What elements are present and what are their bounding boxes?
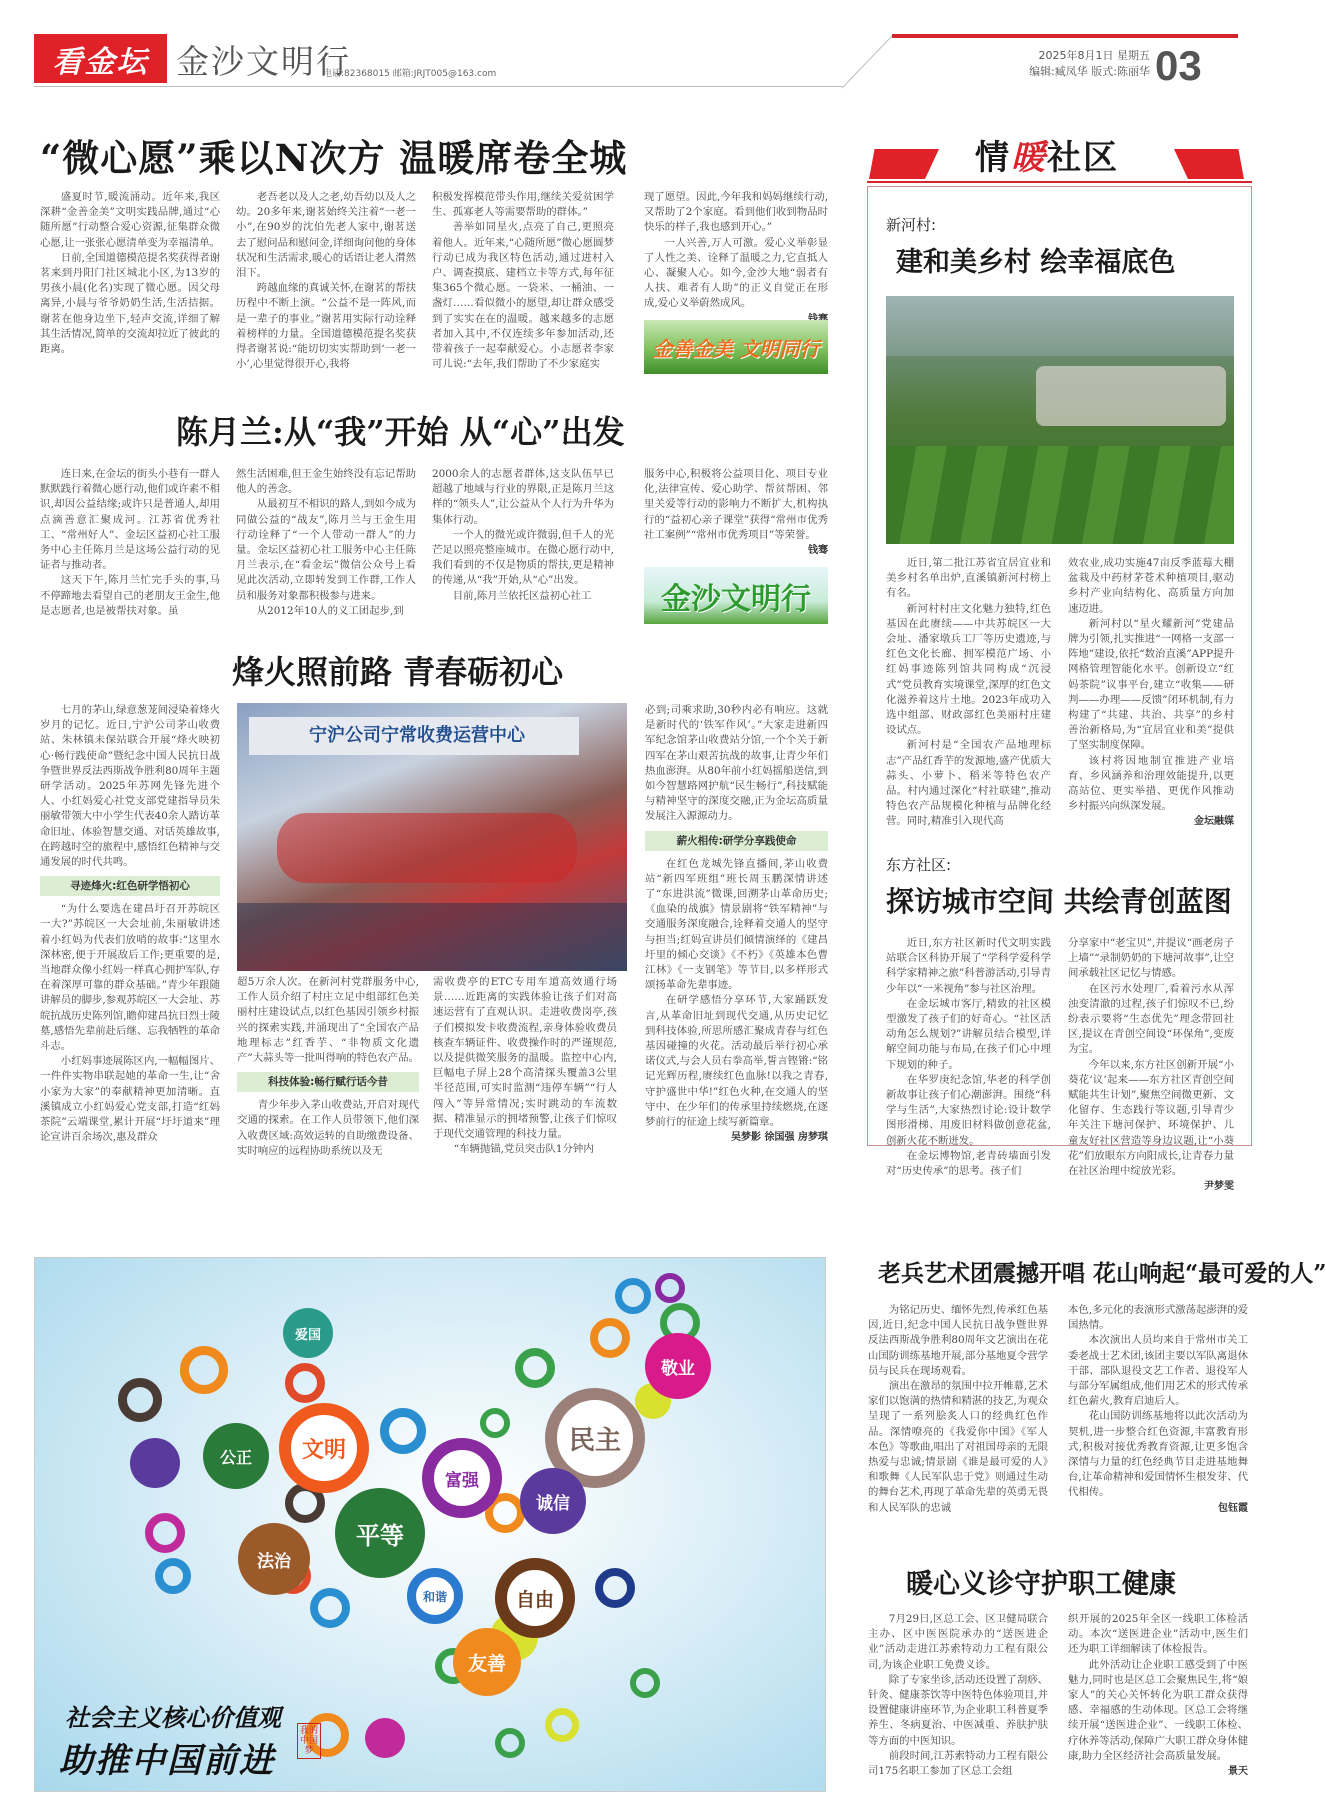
story2-label: 东方社区:	[886, 856, 952, 874]
paragraph: 今年以来,东方社区创新开展“小葵花‘议’起来——东方社区青创空间赋能共生计划”,聚焦空间微更新、文化留存、生态践行等议题,引导青少年关注下塘河保护、环境保护、儿童友好社区营造等身边议题,让“小葵花”们放眼东方向阳成长,让青春力量在社区治理中绽放光彩。	[1068, 1058, 1234, 1178]
byline: 包钰霞	[1218, 1502, 1248, 1514]
gear-icon	[590, 1318, 630, 1358]
paragraph: 盛夏时节,暖流涌动。近年来,我区深耕“金善金美”文明实践品牌,通过“心随所愿”行动整合爱心资源,征集群众微心愿,让一张张心愿清单变为幸福清单。	[40, 191, 220, 249]
paragraph: 分享家中“老宝贝”,并提议“画老房子上墙”“录制奶奶的下塘河故事”,让空间承载社区记忆与情感。	[1068, 937, 1234, 980]
paragraph: 超5万余人次。在新河村党群服务中心,工作人员介绍了村庄立足中组部红色美丽村庄建设试点,以红色基因引领乡村振兴的探索实践,并涌现出了“全国农产品地理标志”红香芋、“非物质文化遗产”大蒜头等一批叫得响的特色农产品。	[237, 976, 419, 1065]
masthead-logo: 看金坛	[34, 34, 167, 83]
paragraph: 效农业,成功实施47亩反季蓝莓大棚盆栽及中药材茅苍术种植项目,驱动乡村产业向结构化、高质量方向加速迈进。	[1068, 557, 1234, 615]
gear-gongzheng	[203, 1423, 269, 1489]
paragraph: 必到;司乘求助,30秒内必有响应。这就是新时代的‘铁军作风’。”大家走进新四军纪念馆茅山收费站分馆,一个个关于新四军在茅山艰苦抗战的故事,让青少年们热血澎湃。从80年前小红妈摇船送信,到如今智慧路网护航“民生畅行”,科技赋能与精神坚守的深度交融,正为金坛高质量发展注入源源动力。	[645, 704, 828, 823]
paragraph: 善举如同星火,点亮了自己,更照亮着他人。近年来,“心随所愿”微心愿圆梦行动已成为我区特色活动,通过进村入户、调查摸底、建档立卡等方式,每年征集365个微心愿。一袋米、一桶油、一盏灯……看似微小的愿望,却让群众感受到了实实在在的温暖。越来越多的志愿者加入其中,不仅连续多年参加活动,还带着孩子一起奉献爱心。小志愿者李家可儿说:“去年,我们帮助了不少家庭实	[432, 221, 614, 371]
value-label: 法治	[257, 1551, 291, 1572]
article2-col4	[644, 467, 828, 567]
article2-col1	[40, 467, 220, 637]
students-visit-photo	[237, 703, 627, 971]
article1-col4	[644, 190, 828, 318]
paragraph: 近日,第二批江苏省宜居宜业和美乡村名单出炉,直溪镇新河村榜上有名。	[886, 557, 1051, 600]
section-title: 金沙文明行	[176, 42, 351, 81]
paragraph: 新河村村庄文化魅力独特,红色基因在此赓续——中共苏皖区一大会址、潘家墩兵工厂等历史遗迹,与红色文化长廊、拥军模范广场、小红妈事迹陈列馆共同构成“沉浸式”党员教育实境课堂,深厚的红色文化滋养着这片土地。2023年成功入选中组部、财政部红色美丽村庄建设试点。	[886, 602, 1051, 737]
gear-icon	[130, 1438, 180, 1488]
gear-icon	[630, 1668, 660, 1698]
students-group	[277, 813, 577, 883]
value-label: 民主	[568, 1425, 621, 1456]
byline: 吴梦影 徐国强 房梦琪	[731, 1132, 828, 1144]
page-number: 03	[1155, 42, 1202, 89]
sidebar-rule	[867, 181, 1252, 183]
paragraph: 小红妈事迹展陈区内,一幅幅图片、一件件实物串联起她的革命一生,让“舍小家为大家”的奉献精神更加清晰。直溪镇成立小红妈爱心党支部,打造“红妈茶院”云端课堂,累计开展“圩圩道来”理论宣讲百余场次,惠及群众	[40, 1055, 220, 1144]
gear-fazhi	[238, 1523, 310, 1595]
paragraph: 织开展的2025年全区一线职工体检活动。本次“送医进企业”活动中,医生们还为职工详细解读了体检报告。	[1068, 1613, 1248, 1656]
paragraph: 在研学感悟分享环节,大家踊跃发言,从革命旧址到现代交通,从历史记忆到科技体验,所思所感汇聚成青春与红色基因碰撞的火花。活动最后举行初心承诺仪式,与会人员右拳高举,誓言铿锵:“铭记光辉历程,赓续红色血脉!以我之青春,守护盛世中华!”红色火种,在交通人的坚守中、在少年们的传承里持续燃烧,在逐梦前行的征途上续写新篇章。	[645, 994, 828, 1129]
gear-pingdeng	[335, 1488, 425, 1578]
byline: 金坛融媒	[1194, 816, 1234, 828]
gear-icon	[515, 1348, 555, 1388]
paragraph: 老吾老以及人之老,幼吾幼以及人之幼。20多年来,谢茗始终关注着“一老一小”,在90岁的沈伯先老人家中,谢茗送去了慰问品和慰问金,详细询问他的身体状况和生活需求,暖心的话语让老人潸然泪下。	[236, 191, 416, 280]
story1-label: 新河村:	[886, 216, 937, 234]
value-label: 爱国	[294, 1327, 321, 1343]
paragraph: 积极发挥模范带头作用,继续关爱贫困学生、孤寡老人等需要帮助的群体。”	[432, 191, 614, 219]
byline: 钱骞	[808, 545, 828, 557]
ribbon-left	[869, 149, 939, 179]
paragraph: 该村将因地制宜推进产业培育、乡风涵养和治理效能提升,以更高站位、更实举措、更优作风推动乡村振兴向纵深发展。	[1068, 754, 1234, 813]
seal-stamp: 我的中国梦	[297, 1723, 321, 1759]
value-label: 自由	[515, 1588, 554, 1611]
article2-col2	[236, 467, 416, 637]
paragraph: 在华罗庚纪念馆,华老的科学创新故事让孩子们心潮澎湃。围绕“科学与生活”,大家热烈讨论:设计数学图形滑梯、用废旧材料做创意花盆,创新火花不断迸发。	[886, 1073, 1051, 1147]
gear-icon	[380, 1408, 426, 1454]
paragraph: “为什么要选在建昌圩召开苏皖区一大?”苏皖区一大会址前,朱丽敏讲述着小红妈为代表们放哨的故事:“这里水深林密,便于开展敌后工作;更重要的是,当地群众像小红妈一样真心拥护军队,存在着深厚可靠的群众基础。”青少年跟随讲解员的脚步,参观苏皖区一大会址、苏皖抗战历史陈列馆,瞻仰建昌抗日烈士陵墓,感悟先辈前赴后继、忘我牺牲的革命斗志。	[40, 903, 220, 1053]
value-label: 敬业	[661, 1358, 695, 1379]
paragraph: 前段时间,江苏索特动力工程有限公司175名职工参加了区总工会组	[868, 1749, 1048, 1778]
story1-title: 建和美乡村 绘幸福底色	[896, 247, 1176, 278]
value-label: 文明	[301, 1437, 346, 1463]
gear-wenming	[279, 1403, 369, 1493]
gear-chengxin	[520, 1468, 586, 1534]
article2-title: 陈月兰:从“我”开始 从“心”出发	[176, 413, 625, 451]
slogan-line2: 助推中国前进	[59, 1741, 275, 1781]
article5-title: 暖心义诊守护职工健康	[906, 1569, 1176, 1600]
value-label: 友善	[467, 1652, 506, 1675]
paragraph: 一个人的微光或许微弱,但千人的光芒足以照亮整座城市。在微心愿行动中,我们看到的不仅是物质的帮扶,更是精神的传递,从“我”开始,从“心”出发。	[432, 528, 614, 587]
article1-col3	[432, 190, 614, 390]
story2-title: 探访城市空间 共绘青创蓝图	[886, 885, 1232, 918]
paragraph: “车辆抛锚,党员突击队1分钟内	[453, 1143, 594, 1156]
gear-icon	[595, 1568, 635, 1608]
contact-info: 电话:82368015 邮箱:JRJT005@163.com	[323, 69, 497, 79]
gear-icon	[655, 1273, 685, 1303]
issue-info	[980, 48, 1150, 80]
paragraph: 近日,东方社区新时代文明实践站联合区科协开展了“学科学爱科学 科学家精神之旅”科普游活动,引导青少年以“一米视角”参与社区治理。	[886, 937, 1051, 995]
article4-col2	[1068, 1303, 1248, 1514]
paragraph: 一人兴善,万人可激。爱心义举彰显了人性之美、诠释了温暖之力,它直抵人心、凝聚人心。如今,金沙大地“弱者有人扶、难者有人助”的正义自觉正在形成,爱心义举蔚然成风。	[644, 236, 828, 310]
article3-col1	[40, 703, 220, 1229]
paragraph: 在红色龙城先锋直播间,茅山收费站“新四军班组”班长周玉鹏深情讲述了“东进洪流”微课,回溯茅山革命历史;《血染的战旗》情景剧将“铁军精神”与交通服务深度融合,诠释着交通人的坚守与担当;红妈宣讲员们倾情演绎的《建昌圩里的倾心交谈》《不朽》《英雄本色曹江林》《一支钢笔》等节目,以多样形式颂扬革命先辈事迹。	[645, 857, 828, 992]
paragraph: 7月29日,区总工会、区卫健局联合主办、区中医医院承办的“送医进企业”活动走进江苏索特动力工程有限公司,为该企业职工免费义诊。	[868, 1613, 1048, 1671]
paragraph: 在区污水处理厂,看着污水从浑浊变清澈的过程,孩子们惊叹不已,纷纷表示要将“生态优先”理念带回社区,提议在青创空间设“环保角”,变废为宝。	[1068, 982, 1234, 1056]
title-part: 社区	[1047, 138, 1119, 178]
village-houses	[1036, 366, 1226, 426]
issue-date: 2025年8月1日 星期五	[1038, 49, 1150, 62]
header-slant	[842, 36, 894, 88]
gear-icon	[495, 1728, 525, 1758]
gear-icon	[180, 1346, 228, 1394]
subheading: 薪火相传:研学分享践使命	[645, 831, 828, 851]
paragraph: 花山国防训练基地将以此次活动为契机,进一步整合红色资源,丰富教育形式,积极对接优秀教育资源,让更多饱含深情与力量的红色经典节目走进基地舞台,让革命精神和爱国情怀生根发芽、代代相传。	[1068, 1410, 1248, 1499]
story2-col2	[1068, 936, 1234, 1193]
paragraph: 2000余人的志愿者群体,这支队伍早已超越了地域与行业的界限,正是陈月兰这样的“领头人”,让公益从个人行为升华为集体行动。	[432, 468, 614, 526]
paragraph: 新河村是“全国农产品地理标志”产品红香芋的发源地,盛产优质大蒜头、小萝卜、稻米等特色农产品。村内通过深化“村社联建”,推动特色农产品规模化种植与品牌化经营。同时,精准引入现代高	[886, 739, 1051, 828]
subheading: 寻迹烽火:红色研学悟初心	[40, 876, 220, 896]
gear-icon	[285, 1363, 325, 1403]
paragraph: 新河村以“星火耀新河”党建品牌为引领,扎实推进“一网格一支部一阵地”建设,依托“数治直溪”APP提升网格管理智能化水平。创新设立“红妈茶院”议事平台,建立“收集——研判——办理——反馈”闭环机制,有力构建了“共建、共治、共享”的乡村善治新格局,为“宜居宜业和美”提供了坚实制度保障。	[1068, 617, 1234, 752]
core-values-poster	[34, 1257, 826, 1792]
gear-youshan	[453, 1628, 521, 1696]
paragraph: 在金坛博物馆,老青砖墙面引发对“历史传承”的思考。孩子们	[886, 1149, 1051, 1178]
paragraph: 需收费亭的ETC专用车道高效通行场景……近距离的实践体验让孩子们对高速运营有了直观认识。走进收费岗亭,孩子们模拟发卡收费流程,亲身体验收费员核查车辆证件、收费操作时的严谨规范,以及提供微笑服务的温暖。监控中心内,巨幅电子屏上28个高清探头覆盖3公里半径范围,可实时监测“违停车辆”“行人闯入”等异常情况;实时跳动的车流数据、精准显示的拥堵预警,让孩子们惊叹于现代交通管理的科技力量。	[433, 976, 617, 1141]
gear-icon	[310, 1588, 350, 1628]
byline: 尹梦雯	[1204, 1181, 1234, 1193]
slogan-line1: 社会主义核心价值观	[65, 1703, 281, 1732]
paragraph: 此外活动让企业职工感受到了中医魅力,同时也是区总工会聚焦民生,将“娘家人”的关心关怀转化为职工群众获得感、幸福感的生动体现。区总工会将继续开展“送医进企业”、一线职工体检、疗休养等活动,保障广大职工群众身体健康,助力全区经济社会高质量发展。	[1068, 1658, 1248, 1762]
paragraph: 演出在激昂的氛围中拉开帷幕,艺术家们以饱满的热情和精湛的技艺,为观众呈现了一系列脍炙人口的经典红色作品。深情嘹亮的《我爱你中国》《军人本色》等歌曲,唱出了对祖国母亲的无限热爱与忠诚;情景剧《谁是最可爱的人》和歌舞《人民军队忠于党》则通过生动的舞台艺术,再现了革命先辈的英勇无畏和人民军队的忠诚	[868, 1380, 1048, 1514]
gear-fuqiang	[422, 1438, 502, 1518]
gear-hexie	[407, 1568, 463, 1624]
value-label: 诚信	[536, 1493, 570, 1514]
article4-col1	[868, 1303, 1048, 1514]
article3-col4	[645, 703, 828, 1229]
paragraph: 从2012年10人的义工团起步,到	[256, 604, 404, 617]
paragraph: 连日来,在金坛的街头小巷有一群人默默践行着微心愿行动,他们或许素不相识,却因公益结缘;或许只是普通人,却用点滴善意汇聚成河。江苏省优秀社工、“常州好人”、金坛区益初心社工服务中心主任陈月兰是这场公益行动的见证者与推动者。	[40, 468, 220, 572]
gear-icon	[545, 1708, 579, 1742]
paragraph: 在金坛城市客厅,精致的社区模型激发了孩子们的好奇心。“社区活动角怎么规划?”讲解员结合模型,详解空间功能与布局,在孩子们心中埋下规划的种子。	[886, 997, 1051, 1071]
story2-col1	[886, 936, 1051, 1178]
header-divider	[34, 86, 212, 87]
village-aerial-photo	[886, 296, 1234, 544]
paragraph: 本次演出人员均来自于常州市关工委老战士艺术团,该团主要以军队离退休干部、部队退役文艺工作者、退役军人与部分军属组成,他们用艺术的形式传承红色薪火,教育启迪后人。	[1068, 1334, 1248, 1408]
green-fields	[886, 446, 1234, 544]
gear-icon	[365, 1718, 405, 1758]
header-divider	[212, 86, 842, 87]
article5-col2	[1068, 1612, 1248, 1792]
paragraph: 日前,全国道德模范提名奖获得者谢茗来到丹阳门社区城北小区,为13岁的男孩小晨(化名)实现了微心愿。因父母离异,小晨与爷爷奶奶生活,生活拮据。谢茗在他身边坐下,轻声交流,详细了解其生活情况,简单的交流却拉近了彼此的距离。	[40, 251, 220, 356]
sidebar-title	[975, 130, 1119, 179]
byline: 景天	[1228, 1766, 1248, 1778]
article3-title: 烽火照前路 青春砺初心	[232, 653, 564, 691]
issue-editors: 编辑:臧凤华 版式:陈丽华	[1029, 65, 1150, 78]
paragraph: 现了愿望。因此,今年我和妈妈继续行动,又帮助了2个家庭。看到他们收到物品时快乐的样子,我也感到开心。”	[644, 191, 828, 234]
paragraph: 为铭记历史、缅怀先烈,传承红色基因,近日,纪念中国人民抗日战争暨世界反法西斯战争胜利80周年文艺演出在花山国防训练基地开展,部分基地夏令营学员与民兵在现场观看。	[868, 1304, 1048, 1377]
photo-sign: 宁沪公司宁常收费运营中心	[249, 717, 579, 755]
article5-col1	[868, 1612, 1048, 1792]
banner-jinshan-jinmei: 金善金美 文明同行	[644, 320, 828, 374]
paragraph: 服务中心,积极将公益项目化、项目专业化,法律宣传、爱心助学、帮贫帮困、邻里关爱等行动的影响力不断扩大,机构执行的“益初心亲子课堂”获得“常州市优秀社工案例”“常州市优秀项目”等荣誉。	[644, 468, 828, 541]
paragraph: 七月的茅山,绿意葱茏间浸染着烽火岁月的记忆。近日,宁沪公司茅山收费站、朱林镇未保站联合开展“烽火映初心·畅行践使命”暨纪念中国人民抗日战争暨世界反法西斯战争胜利80周年主题研学活动。2025年苏网先锋先进个人、小红妈爱心社党支部党建指导员朱丽敏带领大中小学生代表40余人踏访革命旧址、体验智慧交通、对话英雄故事,在跨越时空的旅程中,感悟红色精神与交通发展的时代共鸣。	[40, 704, 220, 869]
paragraph: 然生活困难,但王金生始终没有忘记帮助他人的善念。	[236, 468, 416, 496]
header-red-bar	[892, 34, 1238, 38]
paragraph: 从最初互不相识的路人,到如今成为同做公益的“战友”,陈月兰与王金生用行动诠释了“一个人带动一群人”的力量。金坛区益初心社工服务中心主任陈月兰表示,在“看金坛”微信公众号上看见此次活动,立即转发到工作群,工作人员和服务对象都积极参与进来。	[236, 498, 416, 602]
paragraph: 本色,多元化的表演形式激荡起澎湃的爱国热情。	[1068, 1304, 1248, 1332]
paragraph: 跨越血缘的真诚关怀,在谢茗的帮扶历程中不断上演。“公益不是一阵风,而是一辈子的事业。”谢茗用实际行动诠释着榜样的力量。全国道德模范提名奖获得者谢茗说:“能切切实实帮助到‘一老一小’,心里觉得很开心,我将	[236, 282, 416, 371]
article1-col2	[236, 190, 416, 390]
console-desk	[237, 903, 627, 971]
paragraph: 目前,陈月兰依托区益初心社工	[452, 589, 592, 602]
value-label: 平等	[356, 1521, 404, 1550]
article1-col1	[40, 190, 220, 390]
article1-title: “微心愿”乘以N次方 温暖席卷全城	[40, 136, 628, 180]
banner-jinsha-wenming: 金沙文明行	[644, 567, 828, 624]
gear-icon	[118, 1378, 162, 1422]
gear-jingye	[645, 1333, 711, 1399]
gear-icon	[145, 1513, 185, 1553]
story1-col2	[1068, 556, 1234, 828]
sky-fields	[886, 296, 1234, 356]
article3-col3	[433, 975, 617, 1229]
value-label: 富强	[445, 1470, 479, 1491]
article4-title: 老兵艺术团震撼开唱 花山响起“最可爱的人”	[878, 1260, 1326, 1287]
value-label: 公正	[219, 1447, 252, 1467]
paragraph: 这天下午,陈月兰忙完手头的事,马不停蹄地去看望自己的老朋友王金生,他是志愿者,也是被帮扶对象。虽	[40, 574, 220, 617]
gear-icon	[155, 1558, 191, 1594]
paragraph: 青少年步入茅山收费站,开启对现代交通的探索。在工作人员带领下,他们深入收费区域:高效运转的自助缴费设备、实时响应的远程协助系统以及无	[237, 1099, 419, 1157]
gear-ziyou	[495, 1558, 575, 1638]
article3-col2	[237, 975, 419, 1229]
subheading: 科技体验:畅行赋行话今昔	[237, 1072, 419, 1092]
ribbon-right	[1174, 149, 1244, 179]
story1-col1	[886, 556, 1051, 828]
paragraph: 除了专家坐诊,活动还设置了刮痧、针灸、健康茶饮等中医特色体验项目,并设置健康讲座环节,为企业职工科普夏季养生、冬病夏治、中医减重、养肤护肤等方面的中医知识。	[868, 1673, 1048, 1747]
gear-icon	[615, 1278, 651, 1314]
value-label: 和谐	[422, 1589, 447, 1604]
title-part-accent: 暖	[1011, 138, 1047, 178]
gear-aiguo	[283, 1308, 333, 1358]
gear-icon	[480, 1408, 510, 1438]
article2-col3	[432, 467, 614, 637]
title-part: 情	[975, 138, 1011, 178]
